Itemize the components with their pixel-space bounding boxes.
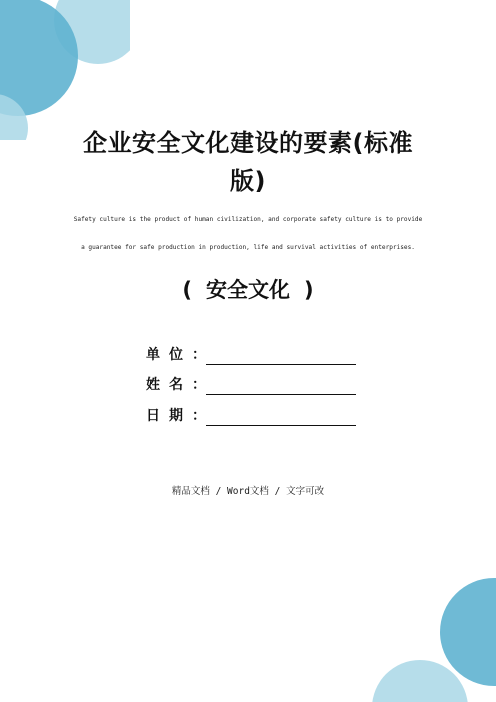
unit-label-colon: ： (192, 347, 206, 363)
name-field (146, 373, 356, 395)
name-label (146, 375, 206, 395)
category-text: 安全文化 (206, 278, 290, 302)
unit-field (146, 343, 356, 365)
date-label-char-1: 日 (146, 408, 160, 424)
decor-circle-light-small (0, 94, 28, 140)
unit-label (146, 345, 206, 365)
english-subtitle-line-1: Safety culture is the product of human civilization, and corporate safety culture is to provide (73, 216, 423, 223)
name-label-colon: ： (192, 377, 206, 393)
unit-label-char-2: 位 (169, 347, 183, 363)
decor-circle-light (372, 660, 468, 702)
title-line-1: 企业安全文化建设的要素(标准 (83, 129, 413, 157)
date-label (146, 406, 206, 426)
decor-circle-dark (440, 578, 496, 686)
date-label-colon: ： (192, 408, 206, 424)
category-close-paren: ) (304, 278, 314, 302)
unit-label-char-1: 单 (146, 347, 160, 363)
document-footer: 精品文档 / Word文档 / 文字可改 (171, 486, 325, 497)
corner-decoration-top-left (0, 0, 130, 140)
category-heading (100, 274, 396, 306)
title-line-2: 版) (230, 167, 266, 195)
decor-circle-light (54, 0, 130, 64)
decor-circle-dark (0, 0, 78, 116)
name-label-char-2: 名 (169, 377, 183, 393)
category-open-paren: ( (182, 278, 192, 302)
name-input-line[interactable] (206, 378, 356, 395)
corner-decoration-bottom-right (366, 562, 496, 702)
unit-input-line[interactable] (206, 348, 356, 365)
date-label-char-2: 期 (169, 408, 183, 424)
name-label-char-1: 姓 (146, 377, 160, 393)
english-subtitle-line-2: a guarantee for safe production in production, life and survival activities of enterprises. (81, 244, 415, 251)
date-field (146, 404, 356, 426)
document-title (60, 124, 436, 200)
date-input-line[interactable] (206, 409, 356, 426)
